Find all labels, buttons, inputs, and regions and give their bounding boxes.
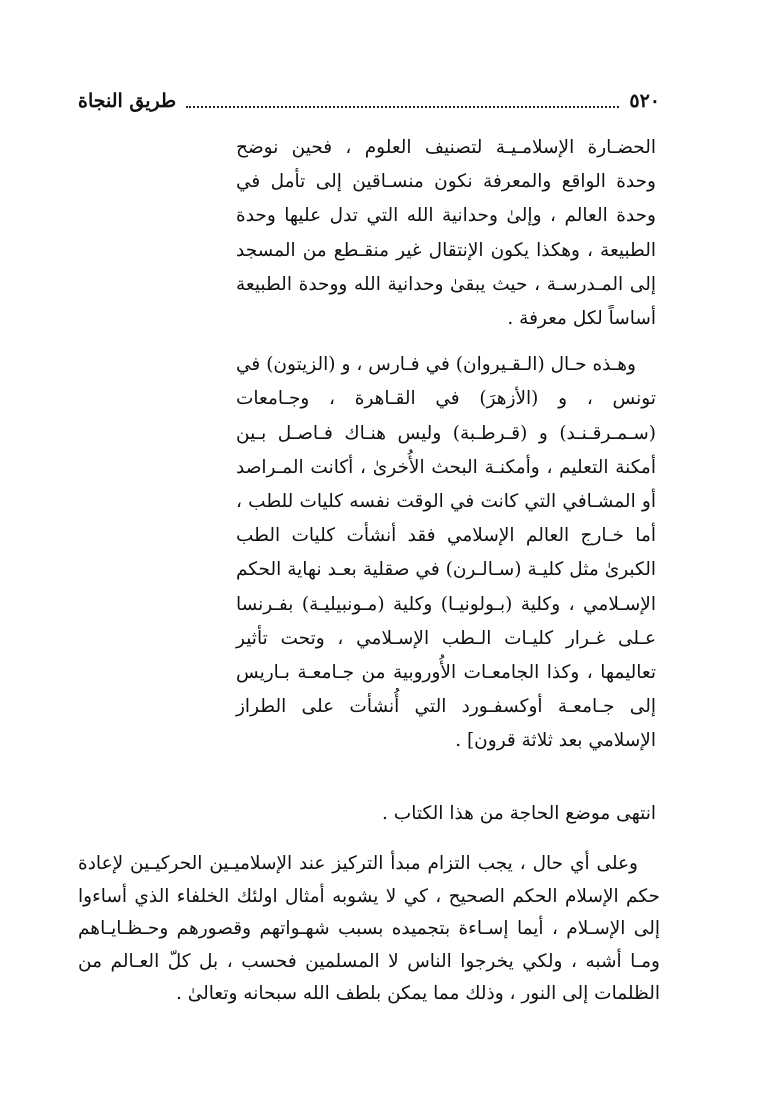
header-dot-leader	[186, 106, 619, 108]
quote-paragraph-1: الحضـارة الإسلامـيـة لتصنيف العلوم ، فحين نوضح وحدة الواقع والمعرفة نكون منسـاقين إلى تأمل في وحدة العالم ، وإلىٰ وحدانية الله التي تدل عليها وحدة الطبيعة ، وهكذا يكون الإنتقال غير منقـطع من المسجد إلى المـدرسـة ، حيث يبقىٰ وحدانية الله ووحدة الطبيعة أساساً لكل معرفة .	[236, 137, 656, 330]
quote-paragraph-2: وهـذه حـال (الـقـيروان) في فـارس ، و (الزيتون) في تونس ، و (الأزهرَ) في القـاهرة ، وجـامعات (سـمـرقـنـد) و (قـرطـبة) وليس هنـاك فـاصـل بـين أمكنة التعليم ، وأمكنـة البحث الأُخرىٰ ، أكانت المـراصد أو المشـافي التي كانت في الوقت نفسه كليات للطب ، أما خـارج العالم الإسلامي فقد أنشأت كليات الطب الكبرىٰ مثل كليـة (سـالـرن) في صقلية بعـد نهاية الحكم الإسـلامي ، وكلية (بـولونيـا) وكلية (مـونبيليـة) بفـرنسا عـلى غـرار كليـات الـطب الإسـلامي ، وتحت تأثير تعاليمها ، وكذا الجامعـات الأُوروبية من جـامعـة بـاريس إلى جـامعـة أوكسفـورد التي أُنشأت على الطراز الإسلامي بعد ثلاثة قرون] .	[236, 354, 656, 752]
running-title: طريق النجاة	[78, 90, 177, 112]
body-paragraph: وعلى أي حال ، يجب التزام مبدأ التركيز عند الإسلاميـين الحركيـين لإعادة حكم الإسلام الحكم الصحيح ، كي لا يشوبه أمثال اولئك الخلفاء الذي أساءوا إلى الإسـلام ، أيما إسـاءة بتجميده بسبب شهـواتهم وقصورهم وحـظـايـاهم ومـا أشبه ، ولكي يخرجوا الناس لا المسلمين فحسب ، بل كلّ العـالم من الظلمات إلى النور ، وذلك مما يمكن بلطف الله سبحانه وتعالىٰ .	[78, 853, 660, 1004]
page-header	[78, 86, 660, 116]
page-number: ٥٢٠	[629, 90, 660, 112]
quote-end-note: انتهى موضع الحاجة من هذا الكتاب .	[382, 803, 656, 824]
quoted-passage	[236, 131, 656, 759]
